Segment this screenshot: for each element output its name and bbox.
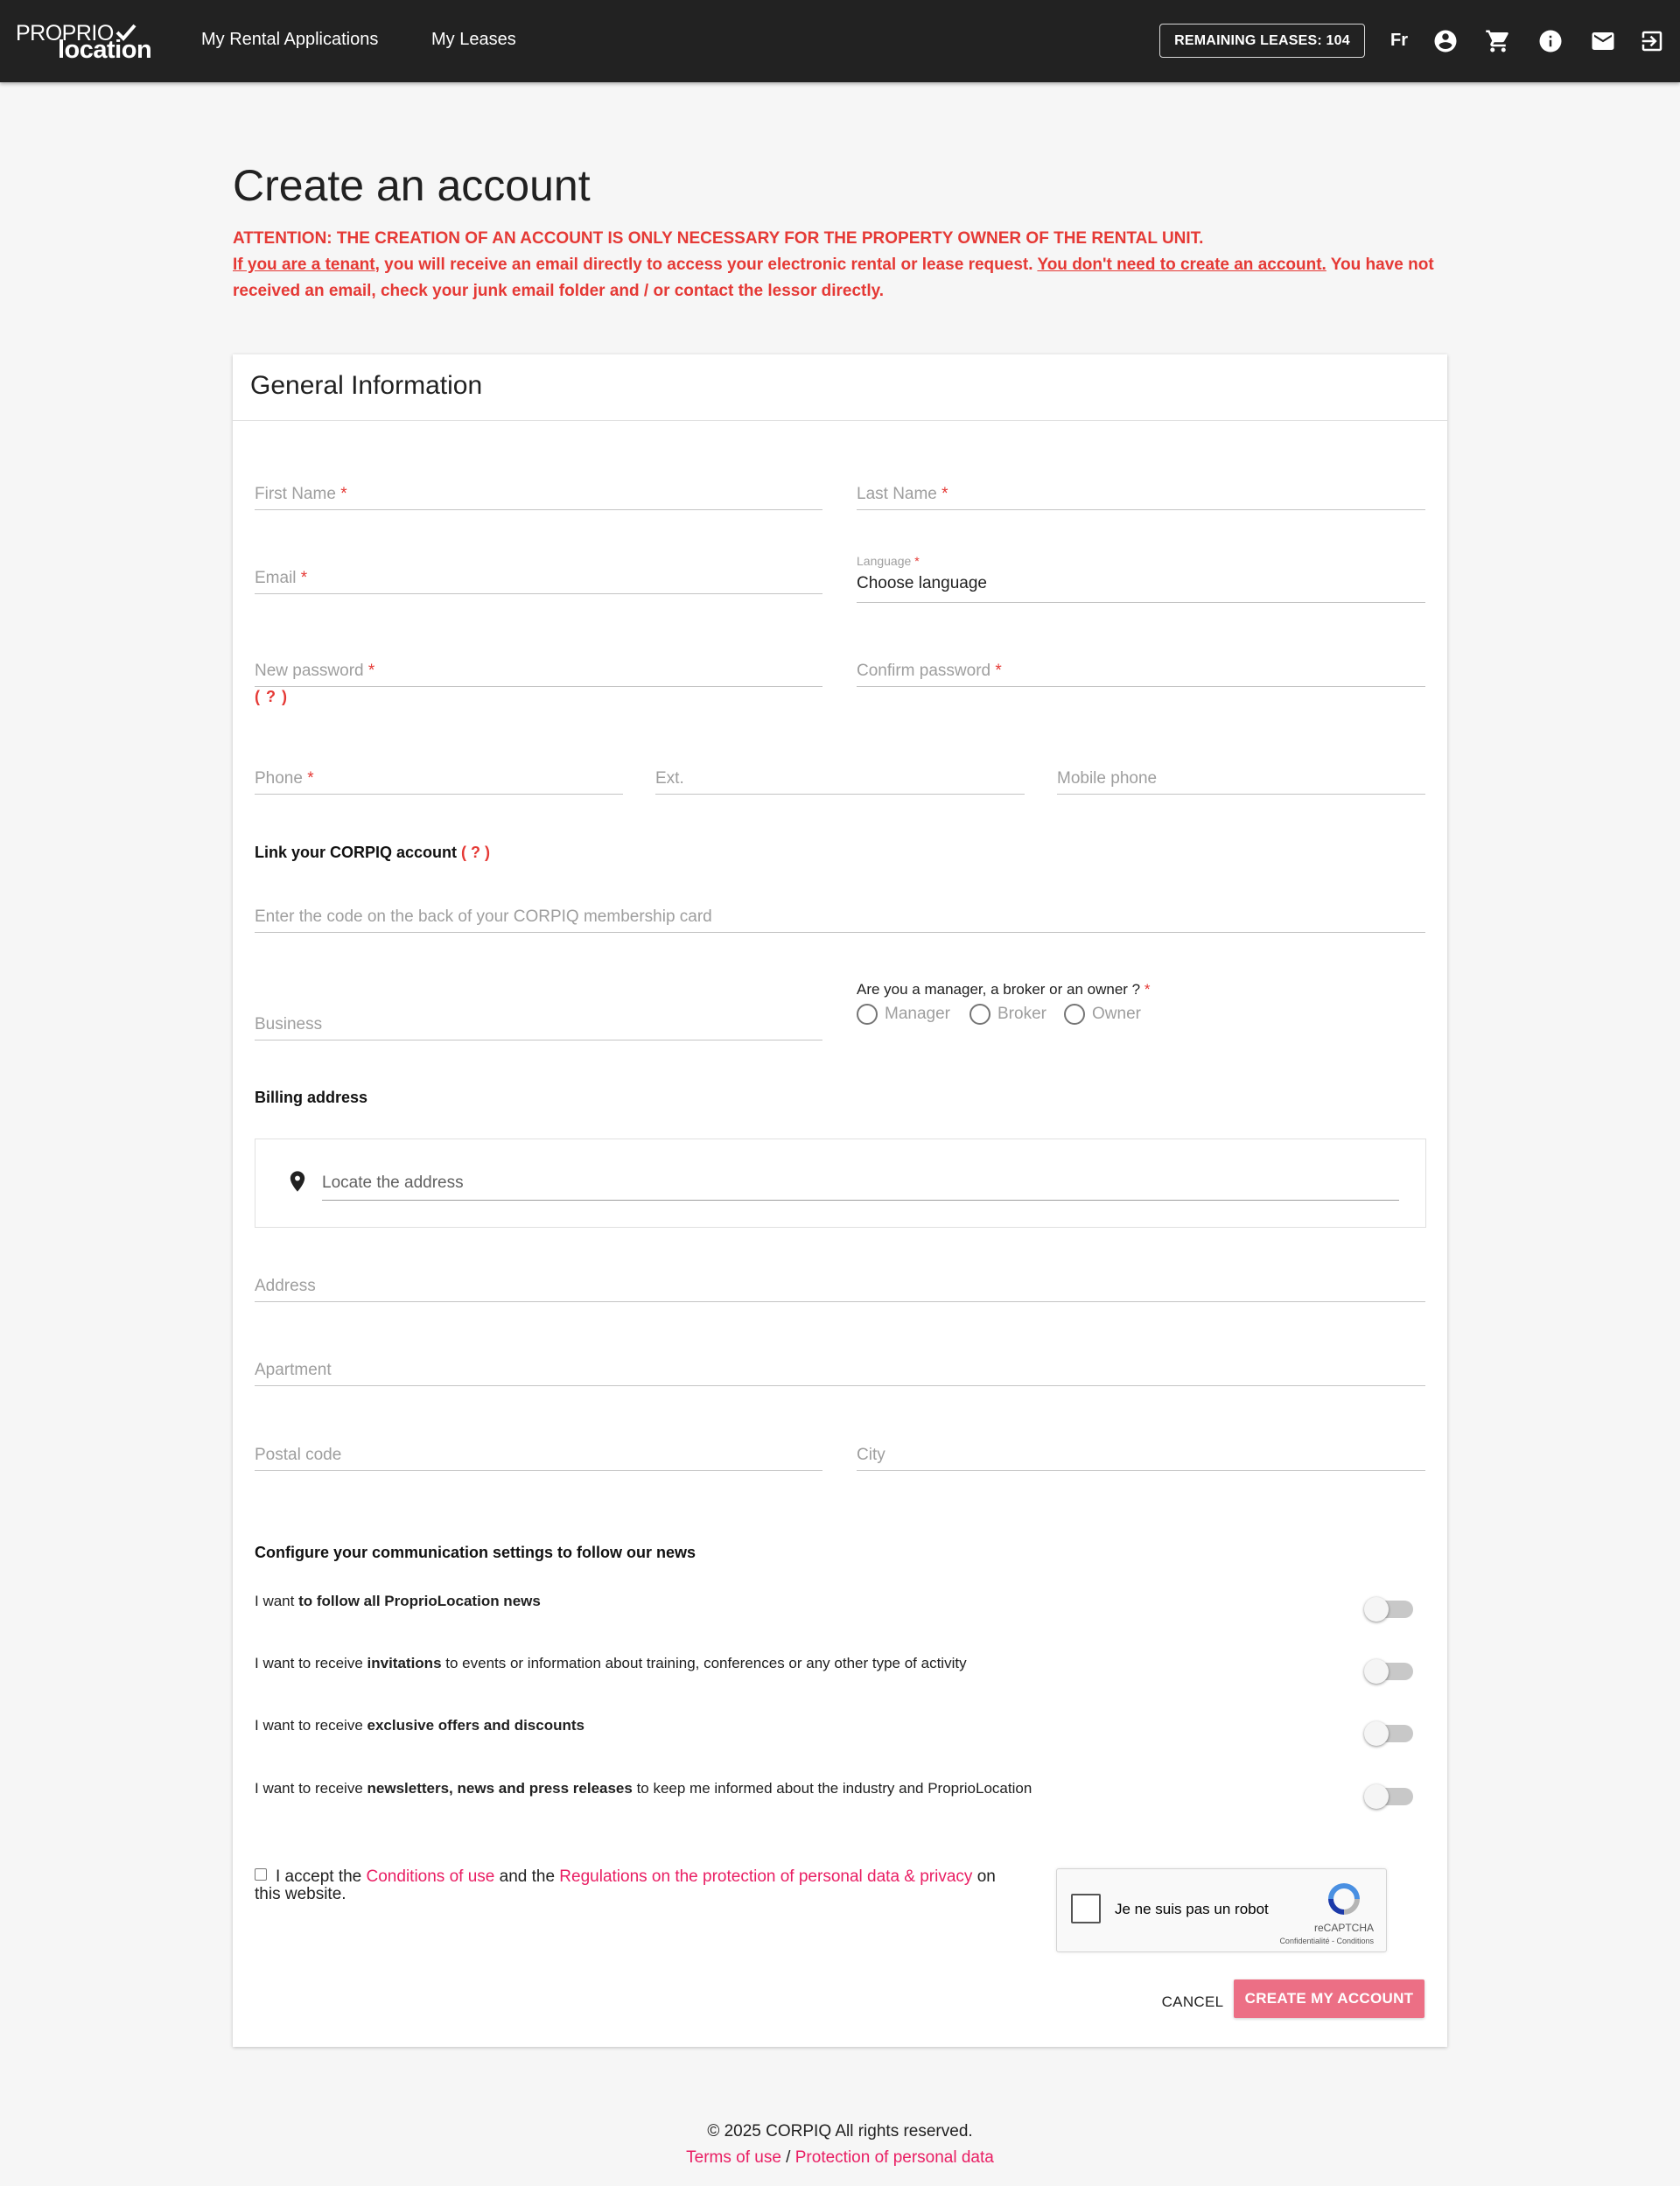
language-value: Choose language: [857, 574, 987, 592]
footer-links: [0, 2145, 1680, 2171]
postal-code-field[interactable]: [255, 1436, 822, 1471]
mobile-phone-placeholder: Mobile phone: [1057, 769, 1158, 788]
comm-bold: to follow all ProprioLocation news: [298, 1593, 541, 1609]
required-mark: *: [1144, 981, 1151, 998]
terms-text-2: and the: [494, 1867, 560, 1886]
attention-line-2: [233, 252, 1449, 305]
confirm-password-placeholder: Confirm password: [857, 662, 991, 680]
first-name-field[interactable]: [255, 475, 822, 510]
comm-prefix: I want to receive: [255, 1655, 368, 1671]
card-header: [233, 354, 1447, 421]
attention-mid-text: , you will receive an email directly to access your electronic rental or lease request.: [374, 256, 1038, 274]
comm-row-follow-news: [255, 1593, 1392, 1610]
create-account-button[interactable]: CREATE MY ACCOUNT: [1234, 1979, 1424, 2018]
email-field[interactable]: [255, 559, 822, 594]
account-circle-icon[interactable]: [1432, 27, 1460, 55]
accept-terms: [255, 1868, 1007, 1903]
toggle-invitations[interactable]: [1364, 1659, 1413, 1680]
required-mark: *: [942, 485, 948, 503]
terms-of-use-link[interactable]: Terms of use: [686, 2148, 781, 2167]
radio-circle: [970, 1004, 990, 1025]
logout-icon[interactable]: [1638, 27, 1666, 55]
attention-end-text: You have not received an email, check your junk email folder and / or contact the lessor directly.: [233, 256, 1434, 300]
last-name-placeholder: Last Name: [857, 485, 937, 503]
comm-prefix: I want to receive: [255, 1780, 368, 1797]
toggle-follow-news[interactable]: [1364, 1597, 1413, 1618]
comm-prefix: I want to receive: [255, 1717, 368, 1734]
corpiq-label: [255, 844, 490, 862]
privacy-regulations-link[interactable]: Regulations on the protection of personal data & privacy: [559, 1867, 973, 1886]
radio-circle: [1064, 1004, 1085, 1025]
attention-line-1: ATTENTION: THE CREATION OF AN ACCOUNT IS ONLY NECESSARY FOR THE PROPERTY OWNER OF THE RENTAL UNIT.: [233, 229, 1204, 248]
comm-suffix: to events or information about training, conferences or any other type of activity: [441, 1655, 967, 1671]
top-navbar: [0, 0, 1680, 82]
required-mark: *: [914, 554, 920, 568]
radio-owner-label: Owner: [1092, 1005, 1141, 1023]
locate-address-input[interactable]: [322, 1164, 1399, 1201]
email-placeholder: Email: [255, 569, 297, 587]
language-label: Language: [857, 554, 912, 568]
required-mark: *: [307, 769, 314, 788]
billing-address-label: Billing address: [255, 1089, 368, 1106]
recaptcha-links[interactable]: Confidentialité - Conditions: [1279, 1937, 1374, 1945]
comm-row-newsletters: [255, 1780, 1392, 1797]
apartment-field[interactable]: [255, 1351, 1425, 1386]
apartment-placeholder: Apartment: [255, 1361, 332, 1379]
comm-suffix: to keep me informed about the industry and ProprioLocation: [632, 1780, 1032, 1797]
remaining-leases-badge: REMAINING LEASES: 104: [1159, 24, 1365, 58]
city-placeholder: City: [857, 1446, 886, 1464]
general-information-title: General Information: [250, 371, 483, 400]
new-password-placeholder: New password: [255, 662, 364, 680]
ext-field[interactable]: [655, 760, 1025, 795]
toggle-newsletters[interactable]: [1364, 1784, 1413, 1805]
cancel-button[interactable]: CANCEL: [1161, 1993, 1224, 2010]
city-field[interactable]: [857, 1436, 1425, 1471]
proprio-location-logo[interactable]: [16, 21, 152, 64]
info-icon[interactable]: [1536, 27, 1564, 55]
radio-broker-label: Broker: [998, 1005, 1046, 1023]
comm-bold: invitations: [367, 1655, 442, 1671]
new-password-field[interactable]: [255, 652, 822, 687]
tenant-text: If you are a tenant: [233, 256, 375, 274]
terms-text-1: I accept the: [276, 1867, 367, 1886]
footer: [0, 2119, 1680, 2171]
required-mark: *: [340, 485, 347, 503]
address-placeholder: Address: [255, 1277, 316, 1295]
confirm-password-field[interactable]: [857, 652, 1425, 687]
radio-manager-label: Manager: [885, 1005, 950, 1023]
footer-separator: /: [780, 2148, 795, 2167]
nav-my-rental-applications[interactable]: My Rental Applications: [201, 30, 379, 49]
corpiq-help-link[interactable]: ( ? ): [461, 844, 491, 861]
language-toggle-fr[interactable]: Fr: [1390, 31, 1408, 50]
personal-data-link[interactable]: Protection of personal data: [794, 2148, 994, 2167]
logo-text-bottom: location: [58, 36, 152, 64]
copyright: © 2025 CORPIQ All rights reserved.: [707, 2122, 973, 2140]
required-mark: *: [368, 662, 375, 680]
nav-my-leases[interactable]: My Leases: [431, 30, 516, 49]
comm-bold: exclusive offers and discounts: [367, 1717, 584, 1734]
ext-placeholder: Ext.: [655, 769, 684, 788]
postal-code-placeholder: Postal code: [255, 1446, 342, 1464]
corpiq-label-text: Link your CORPIQ account: [255, 844, 458, 861]
comm-prefix: I want: [255, 1593, 299, 1609]
radio-manager[interactable]: [857, 1004, 950, 1025]
corpiq-code-placeholder: Enter the code on the back of your CORPIQ membership card: [255, 907, 712, 926]
attention-notice: [233, 226, 1449, 305]
address-field[interactable]: [255, 1267, 1425, 1302]
page-title: Create an account: [233, 161, 591, 210]
phone-placeholder: Phone: [255, 769, 303, 788]
recaptcha-label: Je ne suis pas un robot: [1115, 1901, 1269, 1917]
cart-icon[interactable]: [1484, 27, 1512, 55]
create-account-card: [233, 354, 1447, 2047]
radio-broker[interactable]: [970, 1004, 1046, 1025]
comm-row-invitations: [255, 1655, 1392, 1672]
role-question-text: Are you a manager, a broker or an owner ?: [857, 981, 1141, 998]
required-mark: *: [995, 662, 1002, 680]
corpiq-code-field[interactable]: [255, 898, 1425, 933]
terms-text-3: on this website.: [255, 1867, 996, 1903]
radio-circle: [857, 1004, 878, 1025]
recaptcha-logo-icon: [1325, 1880, 1363, 1918]
no-account-needed-text: You don't need to create an account.: [1037, 256, 1326, 274]
toggle-offers[interactable]: [1364, 1721, 1413, 1742]
language-select[interactable]: [857, 554, 1425, 603]
required-mark: *: [300, 569, 308, 587]
accept-terms-checkbox[interactable]: [255, 1868, 267, 1881]
locate-address-box: [255, 1139, 1426, 1228]
business-placeholder: Business: [255, 1015, 323, 1033]
last-name-field[interactable]: [857, 475, 1425, 510]
role-question: [857, 981, 1151, 998]
logo-text-top: PROPRIO: [16, 21, 114, 46]
comm-bold: newsletters, news and press releases: [367, 1780, 633, 1797]
recaptcha-brand: reCAPTCHA: [1313, 1922, 1374, 1934]
radio-owner[interactable]: [1064, 1004, 1141, 1025]
first-name-placeholder: First Name: [255, 485, 336, 503]
conditions-of-use-link[interactable]: Conditions of use: [366, 1867, 495, 1886]
password-help-link[interactable]: ( ? ): [255, 688, 288, 705]
phone-field[interactable]: [255, 760, 623, 795]
location-pin-icon: [285, 1169, 310, 1194]
comm-row-offers: [255, 1717, 1392, 1734]
business-field[interactable]: [255, 1005, 822, 1040]
mobile-phone-field[interactable]: [1057, 760, 1425, 795]
communication-settings-title: Configure your communication settings to follow our news: [255, 1544, 696, 1561]
recaptcha-checkbox[interactable]: [1071, 1894, 1101, 1923]
locate-address-placeholder: Locate the address: [322, 1174, 464, 1192]
recaptcha-widget: [1056, 1868, 1387, 1952]
mail-icon[interactable]: [1589, 27, 1617, 55]
